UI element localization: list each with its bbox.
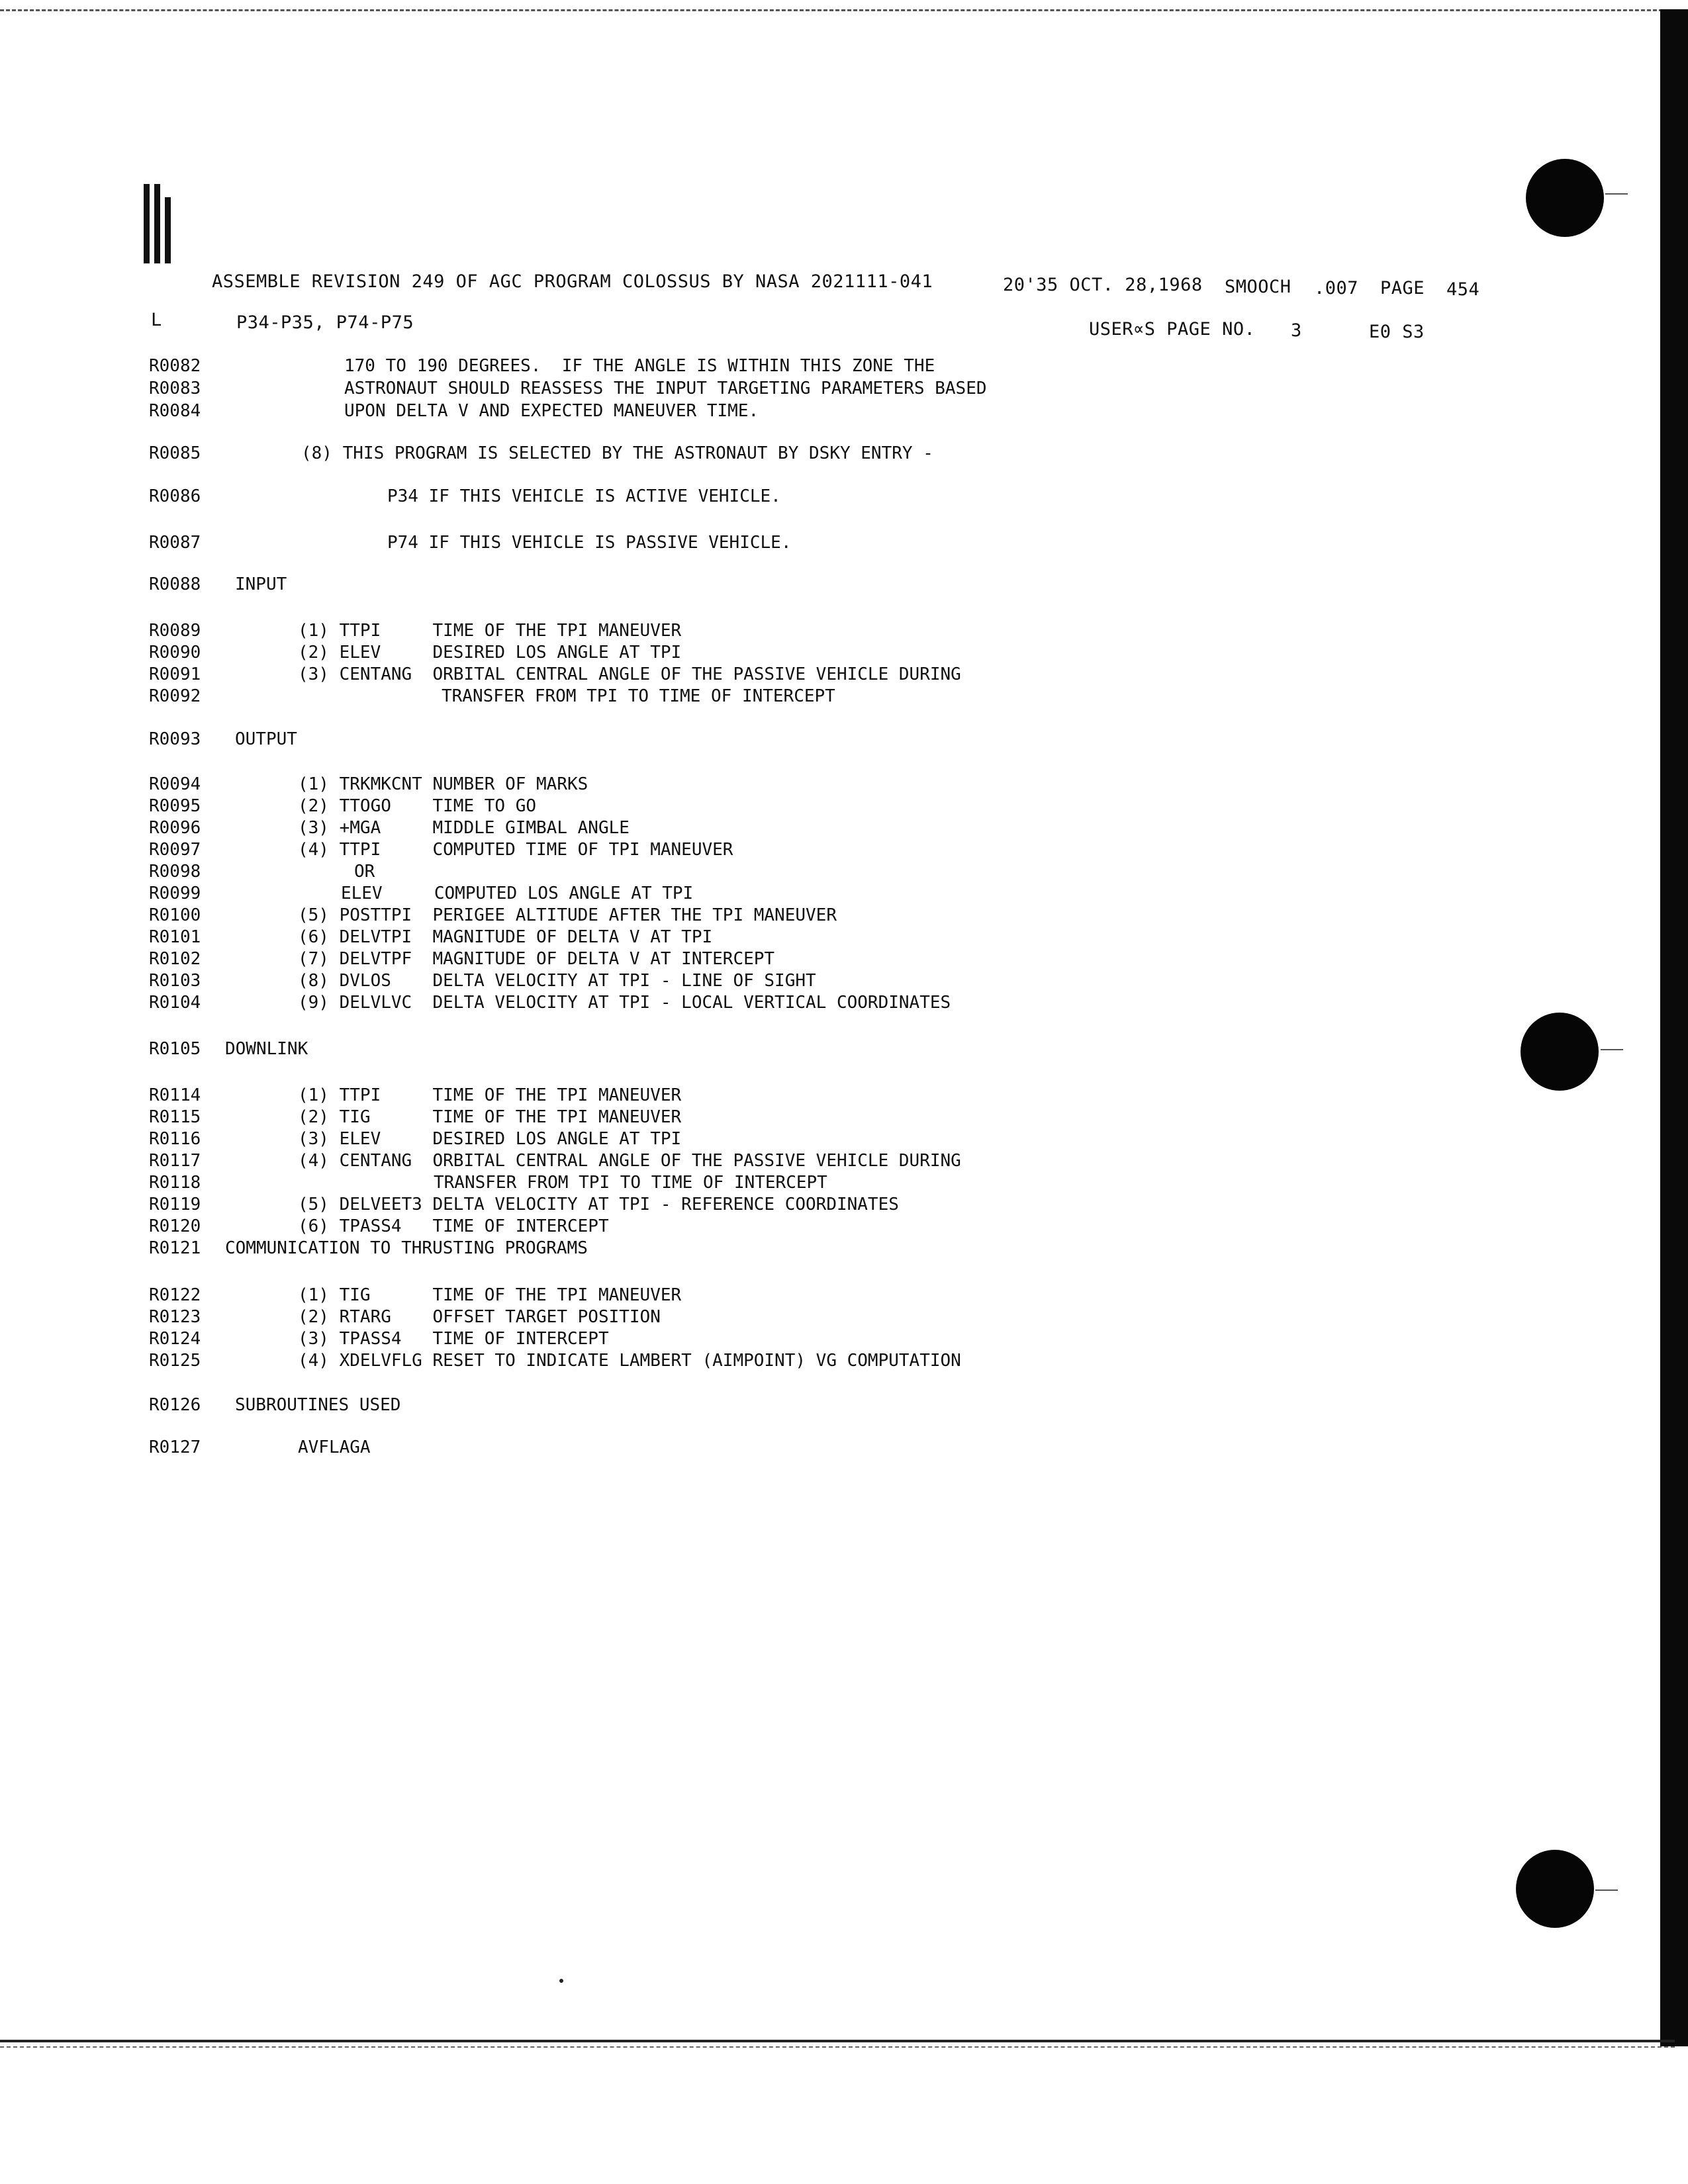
scan-speck [559, 1979, 563, 1983]
line-number: R0103 [149, 971, 201, 991]
listing-line [149, 862, 1539, 884]
line-text: (4) TTPI COMPUTED TIME OF TPI MANEUVER [298, 840, 733, 860]
line-text: (1) TTPI TIME OF THE TPI MANEUVER [298, 1085, 682, 1105]
listing-line [149, 356, 1539, 379]
line-number: R0085 [149, 443, 201, 463]
line-text: (3) ELEV DESIRED LOS ANGLE AT TPI [298, 1129, 682, 1149]
line-number: R0084 [149, 401, 201, 421]
page-number: 454 [1446, 279, 1480, 300]
listing-line [149, 686, 1539, 709]
line-number: R0094 [149, 774, 201, 794]
line-number: R0126 [149, 1395, 201, 1415]
line-text: (8) DVLOS DELTA VELOCITY AT TPI - LINE OF SIGHT [298, 971, 816, 991]
line-number: R0123 [149, 1307, 201, 1327]
line-text: (1) TTPI TIME OF THE TPI MANEUVER [298, 621, 682, 641]
line-number: R0092 [149, 686, 201, 706]
line-text: (5) DELVEET3 DELTA VELOCITY AT TPI - REFERENCE COORDINATES [298, 1195, 899, 1214]
line-number: R0091 [149, 664, 201, 684]
listing-line [149, 927, 1539, 950]
listing-line [149, 1285, 1539, 1308]
line-text: ELEV COMPUTED LOS ANGLE AT TPI [341, 884, 694, 903]
scan-right-edge [1660, 9, 1688, 2046]
listing-title: ASSEMBLE REVISION 249 OF AGC PROGRAM COLOSSUS BY NASA 2021111-041 [212, 271, 933, 292]
scan-bottom-edge [0, 2040, 1675, 2042]
listing-line [149, 971, 1539, 993]
listing-line [149, 884, 1539, 906]
line-text: DOWNLINK [225, 1039, 308, 1059]
line-number: R0097 [149, 840, 201, 860]
listing-line [149, 379, 1539, 401]
line-text: P74 IF THIS VEHICLE IS PASSIVE VEHICLE. [387, 533, 792, 553]
listing-code: E0 S3 [1369, 322, 1425, 342]
listing-line [149, 1107, 1539, 1130]
listing-line [149, 1129, 1539, 1152]
listing-version: .007 [1314, 278, 1359, 298]
line-text: SUBROUTINES USED [235, 1395, 401, 1415]
line-text: (2) ELEV DESIRED LOS ANGLE AT TPI [298, 643, 682, 662]
line-number: R0127 [149, 1437, 201, 1457]
listing-line [149, 1195, 1539, 1217]
listing-line [149, 621, 1539, 643]
line-number: R0119 [149, 1195, 201, 1214]
line-text: (2) TIG TIME OF THE TPI MANEUVER [298, 1107, 682, 1127]
listing-line [149, 840, 1539, 862]
line-number: R0117 [149, 1151, 201, 1171]
line-number: R0115 [149, 1107, 201, 1127]
section-name: P34-P35, P74-P75 [236, 312, 414, 333]
line-number: R0099 [149, 884, 201, 903]
listing-line [149, 993, 1539, 1015]
line-number: R0089 [149, 621, 201, 641]
listing-line [149, 574, 1539, 597]
line-text: (3) CENTANG ORBITAL CENTRAL ANGLE OF THE PASSIVE VEHICLE DURING [298, 664, 961, 684]
listing-line [149, 1173, 1539, 1195]
listing-line [149, 1351, 1539, 1373]
scan-bottom-edge-dashed [0, 2046, 1675, 2048]
line-text: UPON DELTA V AND EXPECTED MANEUVER TIME. [344, 401, 759, 421]
listing-line [149, 729, 1539, 752]
listing-line [149, 1437, 1539, 1460]
line-text: (2) TTOGO TIME TO GO [298, 796, 537, 816]
line-number: R0114 [149, 1085, 201, 1105]
line-number: R0088 [149, 574, 201, 594]
line-text: (6) TPASS4 TIME OF INTERCEPT [298, 1216, 609, 1236]
listing-line [149, 1085, 1539, 1108]
line-number: R0118 [149, 1173, 201, 1193]
line-text: TRANSFER FROM TPI TO TIME OF INTERCEPT [434, 1173, 827, 1193]
line-number: R0095 [149, 796, 201, 816]
line-number: R0100 [149, 905, 201, 925]
listing-line [149, 1329, 1539, 1351]
line-number: R0102 [149, 949, 201, 969]
punch-hole-bottom [1516, 1850, 1594, 1928]
line-text: (4) XDELVFLG RESET TO INDICATE LAMBERT (AIMPOINT) VG COMPUTATION [298, 1351, 961, 1371]
line-text: (2) RTARG OFFSET TARGET POSITION [298, 1307, 661, 1327]
line-text: (4) CENTANG ORBITAL CENTRAL ANGLE OF THE PASSIVE VEHICLE DURING [298, 1151, 961, 1171]
users-page-label: USER∝S PAGE NO. [1089, 319, 1256, 340]
listing-line [149, 643, 1539, 665]
line-number: R0083 [149, 379, 201, 398]
line-text: (9) DELVLVC DELTA VELOCITY AT TPI - LOCAL VERTICAL COORDINATES [298, 993, 951, 1013]
listing-line [149, 796, 1539, 819]
scan-top-edge [0, 9, 1675, 11]
line-number: R0104 [149, 993, 201, 1013]
listing-line [149, 1216, 1539, 1239]
listing-line [149, 1238, 1539, 1261]
line-text: INPUT [235, 574, 287, 594]
punch-hole-line [1595, 1889, 1618, 1891]
column-marker: L [151, 310, 162, 330]
listing-line [149, 664, 1539, 687]
line-text: P34 IF THIS VEHICLE IS ACTIVE VEHICLE. [387, 486, 781, 506]
listing-line [149, 1395, 1539, 1418]
line-number: R0087 [149, 533, 201, 553]
listing-line [149, 533, 1539, 555]
line-text: AVFLAGA [298, 1437, 371, 1457]
line-number: R0122 [149, 1285, 201, 1305]
line-number: R0116 [149, 1129, 201, 1149]
line-text: (1) TIG TIME OF THE TPI MANEUVER [298, 1285, 682, 1305]
line-text: COMMUNICATION TO THRUSTING PROGRAMS [225, 1238, 588, 1258]
line-text: (6) DELVTPI MAGNITUDE OF DELTA V AT TPI [298, 927, 713, 947]
line-text: OR [354, 862, 375, 882]
line-text: 170 TO 190 DEGREES. IF THE ANGLE IS WITHIN THIS ZONE THE [344, 356, 935, 376]
binding-mark [142, 184, 189, 270]
line-number: R0105 [149, 1039, 201, 1059]
listing-timestamp: 20'35 OCT. 28,1968 [1003, 275, 1203, 295]
line-number: R0101 [149, 927, 201, 947]
line-number: R0125 [149, 1351, 201, 1371]
listing-line [149, 443, 1539, 466]
listing-line [149, 949, 1539, 972]
line-number: R0120 [149, 1216, 201, 1236]
line-text: (3) +MGA MIDDLE GIMBAL ANGLE [298, 818, 630, 838]
listing-line [149, 1039, 1539, 1062]
line-number: R0098 [149, 862, 201, 882]
line-number: R0090 [149, 643, 201, 662]
line-number: R0082 [149, 356, 201, 376]
punch-hole-line [1601, 1049, 1623, 1050]
listing-line [149, 1151, 1539, 1173]
punch-hole-top [1526, 159, 1604, 237]
listing-line [149, 401, 1539, 424]
line-text: (1) TRKMKCNT NUMBER OF MARKS [298, 774, 588, 794]
users-page-number: 3 [1291, 320, 1302, 341]
line-text: OUTPUT [235, 729, 297, 749]
line-text: ASTRONAUT SHOULD REASSESS THE INPUT TARGETING PARAMETERS BASED [344, 379, 987, 398]
line-text: (8) THIS PROGRAM IS SELECTED BY THE ASTRONAUT BY DSKY ENTRY - [301, 443, 933, 463]
page-label: PAGE [1380, 278, 1425, 298]
line-number: R0121 [149, 1238, 201, 1258]
listing-line [149, 905, 1539, 928]
listing-line [149, 774, 1539, 797]
line-text: (3) TPASS4 TIME OF INTERCEPT [298, 1329, 609, 1349]
listing-line [149, 818, 1539, 841]
line-number: R0096 [149, 818, 201, 838]
line-text: (7) DELVTPF MAGNITUDE OF DELTA V AT INTERCEPT [298, 949, 775, 969]
line-number: R0086 [149, 486, 201, 506]
line-number: R0124 [149, 1329, 201, 1349]
listing-line [149, 486, 1539, 509]
listing-line [149, 1307, 1539, 1330]
line-number: R0093 [149, 729, 201, 749]
listing-user: SMOOCH [1225, 277, 1291, 297]
punch-hole-line [1605, 193, 1628, 195]
line-text: TRANSFER FROM TPI TO TIME OF INTERCEPT [442, 686, 835, 706]
line-text: (5) POSTTPI PERIGEE ALTITUDE AFTER THE TPI MANEUVER [298, 905, 837, 925]
